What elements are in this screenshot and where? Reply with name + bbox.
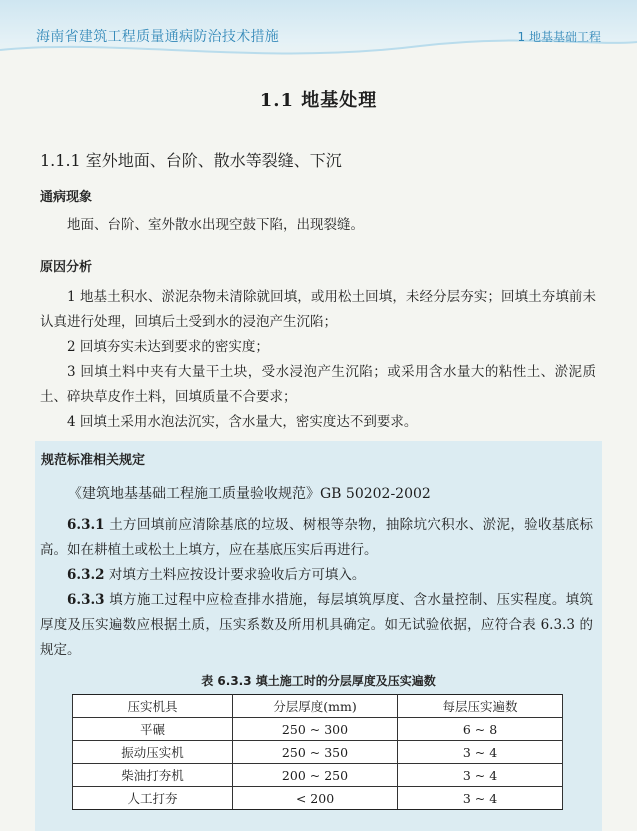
clause-number: 6.3.2: [67, 567, 105, 583]
table-cell: 200 ~ 250: [233, 764, 398, 787]
table-cell: 振动压实机: [73, 741, 233, 764]
header-cell: 每层压实遍数: [398, 695, 563, 718]
header-cell: 分层厚度(mm): [233, 695, 398, 718]
table-row: [73, 741, 563, 764]
table-cell: 6 ~ 8: [398, 718, 563, 741]
subsection-heading: 1.1.1 室外地面、台阶、散水等裂缝、下沉: [40, 151, 342, 170]
section-title: 1.1 地基处理: [259, 90, 378, 111]
clause-text: 填方施工过程中应检查排水措施，每层填筑厚度、含水量控制、压实程度。填筑厚度及压实遍数应根据土质，压实系数及所用机具确定。如无试验依据，应符合表 6.3.3 的规定。: [40, 592, 593, 658]
header-cell: 压实机具: [73, 695, 233, 718]
clause-6-3-1: [40, 513, 593, 563]
clause-text: 对填方土料应按设计要求验收后方可填入。: [104, 567, 366, 583]
clause-number: 6.3.3: [67, 592, 105, 608]
symptoms-text: 地面、台阶、室外散水出现空鼓下陷，出现裂缝。: [67, 217, 364, 233]
label-standards: 规范标准相关规定: [41, 453, 146, 468]
table-row: [73, 764, 563, 787]
label-causes: 原因分析: [40, 260, 93, 275]
cause-item-1: 1 地基土积水、淤泥杂物未清除就回填，或用松土回填，未经分层夯实；回填土夯填前未认真进行处理，回填后土受到水的浸泡产生沉陷；: [40, 289, 596, 330]
page-header: [0, 0, 637, 74]
chapter-title: 1 地基基础工程: [517, 30, 601, 44]
table-cell: 3 ~ 4: [398, 787, 563, 810]
cause-item-3: 3 回填土料中夹有大量干土块，受水浸泡产生沉陷；或采用含水量大的粘性土、淤泥质土、碎块草皮作土料，回填质量不合要求；: [40, 364, 596, 405]
compaction-table: [72, 694, 563, 810]
clause-6-3-3: [40, 588, 593, 663]
table-cell: 人工打夯: [73, 787, 233, 810]
table-cell: 250 ~ 350: [233, 741, 398, 764]
clause-6-3-2: [40, 563, 593, 588]
clause-number: 6.3.1: [67, 517, 105, 533]
table-row: [73, 718, 563, 741]
table-cell: 3 ~ 4: [398, 764, 563, 787]
table-cell: 250 ~ 300: [233, 718, 398, 741]
table-header-row: [73, 695, 563, 718]
table-row: [73, 787, 563, 810]
book-title: 海南省建筑工程质量通病防治技术措施: [36, 29, 280, 45]
cause-item-2: 2 回填夯实未达到要求的密实度；: [67, 339, 269, 355]
clause-text: 土方回填前应清除基底的垃圾、树根等杂物，抽除坑穴积水、淤泥，验收基底标高。如在耕植土或松土上填方，应在基底压实后再进行。: [40, 517, 593, 558]
table-cell: 柴油打夯机: [73, 764, 233, 787]
table-cell: 3 ~ 4: [398, 741, 563, 764]
cause-item-4: 4 回填土采用水泡法沉实，含水量大，密实度达不到要求。: [67, 414, 418, 430]
standard-title: 《建筑地基基础工程施工质量验收规范》GB 50202-2002: [68, 486, 431, 502]
label-symptoms: 通病现象: [40, 190, 93, 205]
table-cell: < 200: [233, 787, 398, 810]
table-cell: 平碾: [73, 718, 233, 741]
table-caption: 表 6.3.3 填土施工时的分层厚度及压实遍数: [201, 674, 436, 688]
